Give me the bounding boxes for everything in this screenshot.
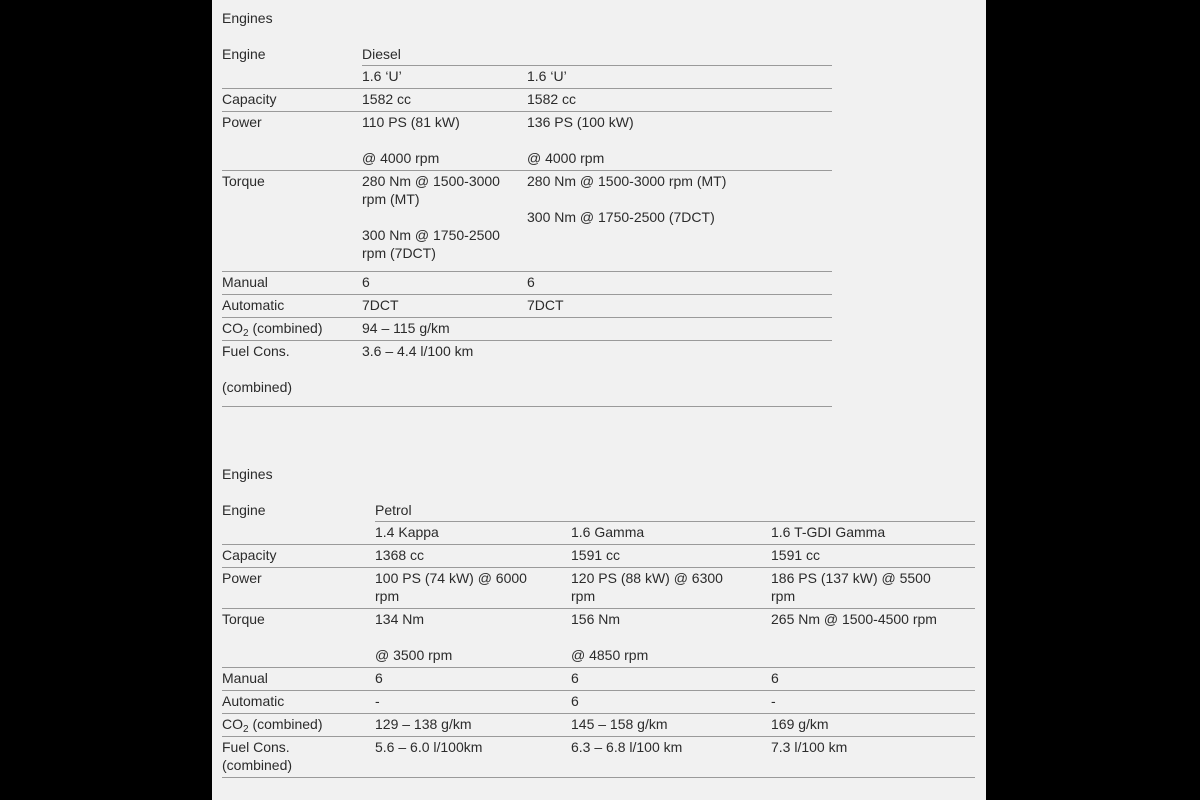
value-line: @ 4850 rpm (571, 647, 649, 663)
model-name: 1.6 Gamma (571, 522, 771, 545)
value-line: 265 Nm @ 1500-4500 rpm (771, 611, 937, 627)
value-line: 136 PS (100 kW) (527, 114, 634, 130)
cell-value: 3.6 – 4.4 l/100 km (362, 341, 527, 407)
model-label (222, 66, 362, 89)
cell-value: 1591 cc (571, 545, 771, 568)
cell-value (571, 609, 771, 668)
row-label: Automatic (222, 691, 375, 714)
cell-value: 1368 cc (375, 545, 571, 568)
co2-label-sub: 2 (243, 724, 249, 735)
spec-page (212, 0, 986, 800)
row-label: Power (222, 568, 375, 609)
engine-row (222, 501, 975, 522)
engine-label: Engine (222, 502, 266, 518)
value-line: 280 Nm @ 1500-3000 rpm (MT) (362, 173, 500, 207)
model-row (222, 522, 975, 545)
value-line: @ 3500 rpm (375, 647, 453, 663)
power-row (222, 112, 832, 171)
fuel-row (222, 737, 975, 778)
row-label: Automatic (222, 295, 362, 318)
co2-row (222, 714, 975, 737)
model-name: 1.6 ‘U’ (527, 66, 832, 89)
petrol-section-title: Engines (222, 466, 273, 482)
row-label (222, 714, 375, 737)
cell-value: 145 – 158 g/km (571, 714, 771, 737)
cell-value: 6 (362, 272, 527, 295)
cell-value (527, 318, 832, 341)
manual-row (222, 668, 975, 691)
torque-row (222, 609, 975, 668)
row-label: Torque (222, 609, 375, 668)
cell-value: 1591 cc (771, 545, 975, 568)
co2-label-sub: 2 (243, 328, 249, 339)
model-name: 1.6 ‘U’ (362, 66, 527, 89)
manual-row (222, 272, 832, 295)
row-label: Fuel Cons. (combined) (222, 737, 375, 778)
cell-value (527, 341, 832, 407)
torque-row (222, 171, 832, 272)
co2-label-main: CO (222, 716, 243, 732)
fuel-row (222, 341, 832, 407)
co2-label-rest: (combined) (248, 320, 323, 336)
diesel-spec-table (222, 45, 832, 407)
fuel-type: Diesel (362, 45, 527, 66)
power-row (222, 568, 975, 609)
engine-row (222, 45, 832, 66)
petrol-spec-table (222, 501, 975, 778)
row-label: Torque (222, 171, 362, 272)
fuel-label-line: (combined) (222, 379, 293, 395)
engine-label: Engine (222, 46, 266, 62)
row-label: Manual (222, 272, 362, 295)
automatic-row (222, 295, 832, 318)
cell-value: 94 – 115 g/km (362, 318, 527, 341)
cell-value: 6.3 – 6.8 l/100 km (571, 737, 771, 778)
value-line: 134 Nm (375, 611, 425, 627)
value-line: 280 Nm @ 1500-3000 rpm (MT) (527, 173, 727, 189)
fuel-label-line: Fuel Cons. (222, 343, 290, 359)
capacity-row (222, 545, 975, 568)
cell-value: 6 (571, 691, 771, 714)
value-line: 156 Nm (571, 611, 621, 627)
model-name: 1.4 Kappa (375, 522, 571, 545)
co2-label-rest: (combined) (248, 716, 323, 732)
model-row (222, 66, 832, 89)
cell-value: 6 (527, 272, 832, 295)
automatic-row (222, 691, 975, 714)
cell-value: - (771, 691, 975, 714)
model-label (222, 522, 375, 545)
cell-value: 5.6 – 6.0 l/100km (375, 737, 571, 778)
capacity-row (222, 89, 832, 112)
cell-value: 6 (375, 668, 571, 691)
co2-row (222, 318, 832, 341)
cell-value: 100 PS (74 kW) @ 6000 rpm (375, 568, 571, 609)
cell-value (375, 609, 571, 668)
value-line: 300 Nm @ 1750-2500 rpm (7DCT) (362, 227, 500, 261)
model-name: 1.6 T-GDI Gamma (771, 522, 975, 545)
row-label: Manual (222, 668, 375, 691)
row-label: Capacity (222, 545, 375, 568)
cell-value: 7DCT (362, 295, 527, 318)
cell-value: - (375, 691, 571, 714)
cell-value (771, 609, 975, 668)
cell-value (527, 112, 832, 171)
cell-value: 7DCT (527, 295, 832, 318)
cell-value: 6 (571, 668, 771, 691)
cell-value (362, 112, 527, 171)
value-line: @ 4000 rpm (527, 150, 605, 166)
value-line: 300 Nm @ 1750-2500 (7DCT) (527, 209, 715, 225)
cell-value: 1582 cc (362, 89, 527, 112)
co2-label-main: CO (222, 320, 243, 336)
cell-value: 120 PS (88 kW) @ 6300 rpm (571, 568, 771, 609)
row-label: Capacity (222, 89, 362, 112)
cell-value (362, 171, 527, 272)
row-label (222, 341, 362, 407)
value-line: 110 PS (81 kW) (362, 114, 460, 130)
cell-value: 169 g/km (771, 714, 975, 737)
value-line: @ 4000 rpm (362, 150, 440, 166)
cell-value: 129 – 138 g/km (375, 714, 571, 737)
fuel-type: Petrol (375, 501, 571, 522)
cell-value (527, 171, 832, 272)
cell-value: 186 PS (137 kW) @ 5500 rpm (771, 568, 975, 609)
diesel-section-title: Engines (222, 10, 273, 26)
cell-value: 7.3 l/100 km (771, 737, 975, 778)
cell-value: 6 (771, 668, 975, 691)
cell-value: 1582 cc (527, 89, 832, 112)
row-label (222, 318, 362, 341)
row-label: Power (222, 112, 362, 171)
